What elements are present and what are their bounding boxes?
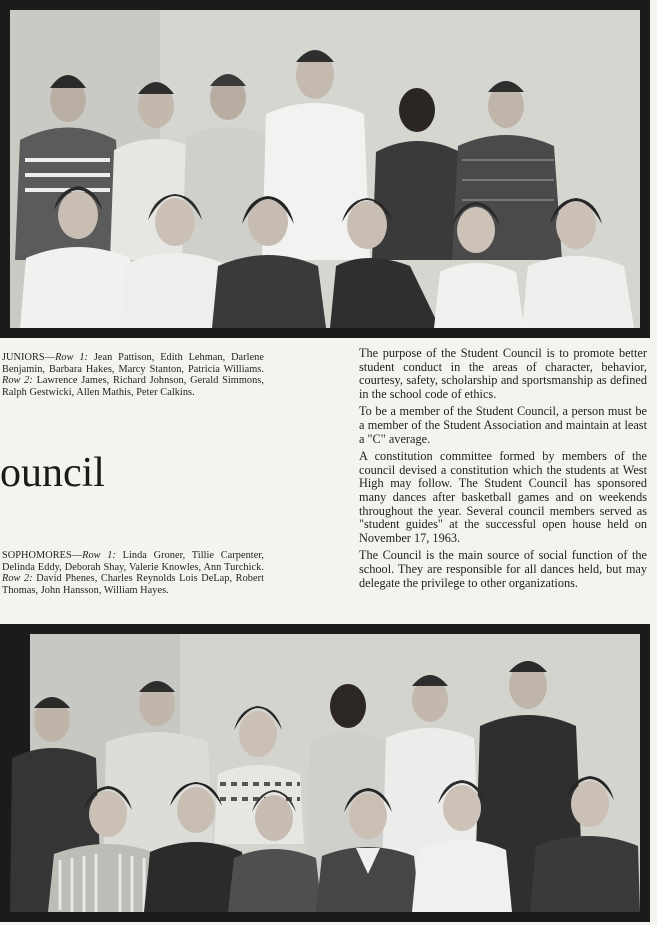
student-council-description <box>359 347 647 594</box>
sophomores-photo <box>0 624 650 922</box>
juniors-label: JUNIORS <box>2 352 45 363</box>
juniors-row2-label: Row 2: <box>2 375 33 387</box>
sophomores-label: SOPHOMORES <box>2 550 72 561</box>
body-paragraph: A constitution committee formed by members of the council devised a constitution which the students at West High may follow. The Student Council has sponsored many dances after basketball games and on weekends throughout the year. Several council members served as "student guides" at the successful open house held on November 17, 1963. <box>359 449 647 545</box>
juniors-caption: JUNIORS—Row 1: Jean Pattison, Edith Lehman, Darlene Benjamin, Barbara Hakes, Marcy Stanton, Patricia Williams. Row 2: Lawrence James, Richard Johnson, Gerald Simmons, Ralph Gestwicki, Allen Mathis, Peter Calkins. <box>2 352 265 398</box>
sophomores-row1-label: Row 1: <box>82 550 116 561</box>
juniors-row1-names: Jean Pattison, Edith Lehman, Darlene Benjamin, Barbara Hakes, Marcy Stanton, Patricia Williams. <box>2 352 265 375</box>
juniors-photo <box>0 0 650 338</box>
sophomores-caption: SOPHOMORES—Row 1: Linda Groner, Tillie Carpenter, Delinda Eddy, Deborah Shay, Valerie Knowles, Ann Turchick. Row 2: David Phenes, Charles Reynolds Lois DeLap, Robert Thomas, John Hansson, William Hayes. <box>2 550 265 596</box>
page-title-fragment: ouncil <box>0 450 105 496</box>
juniors-row1-label: Row 1: <box>55 352 89 363</box>
sophomores-row1-names: Linda Groner, Tillie Carpenter, Delinda Eddy, Deborah Shay, Valerie Knowles, Ann Turchick. <box>2 550 265 573</box>
body-paragraph: To be a member of the Student Council, a person must be a member of the Student Association and maintain at least a "C" average. <box>359 404 647 446</box>
sophomores-row2-label: Row 2: <box>2 573 33 585</box>
juniors-row2-names: Lawrence James, Richard Johnson, Gerald Simmons, Ralph Gestwicki, Allen Mathis, Peter Calkins. <box>2 375 264 398</box>
body-paragraph: The purpose of the Student Council is to promote better student conduct in the areas of character, behavior, courtesy, safety, scholarship and sportsmanship as defined in the school code of ethics. <box>359 346 647 401</box>
sophomores-row2-names: David Phenes, Charles Reynolds Lois DeLap, Robert Thomas, John Hansson, William Hayes. <box>2 573 265 596</box>
body-paragraph: The Council is the main source of social function of the school. They are responsible for all dances held, but may delegate the privilege to other organizations. <box>359 548 647 590</box>
